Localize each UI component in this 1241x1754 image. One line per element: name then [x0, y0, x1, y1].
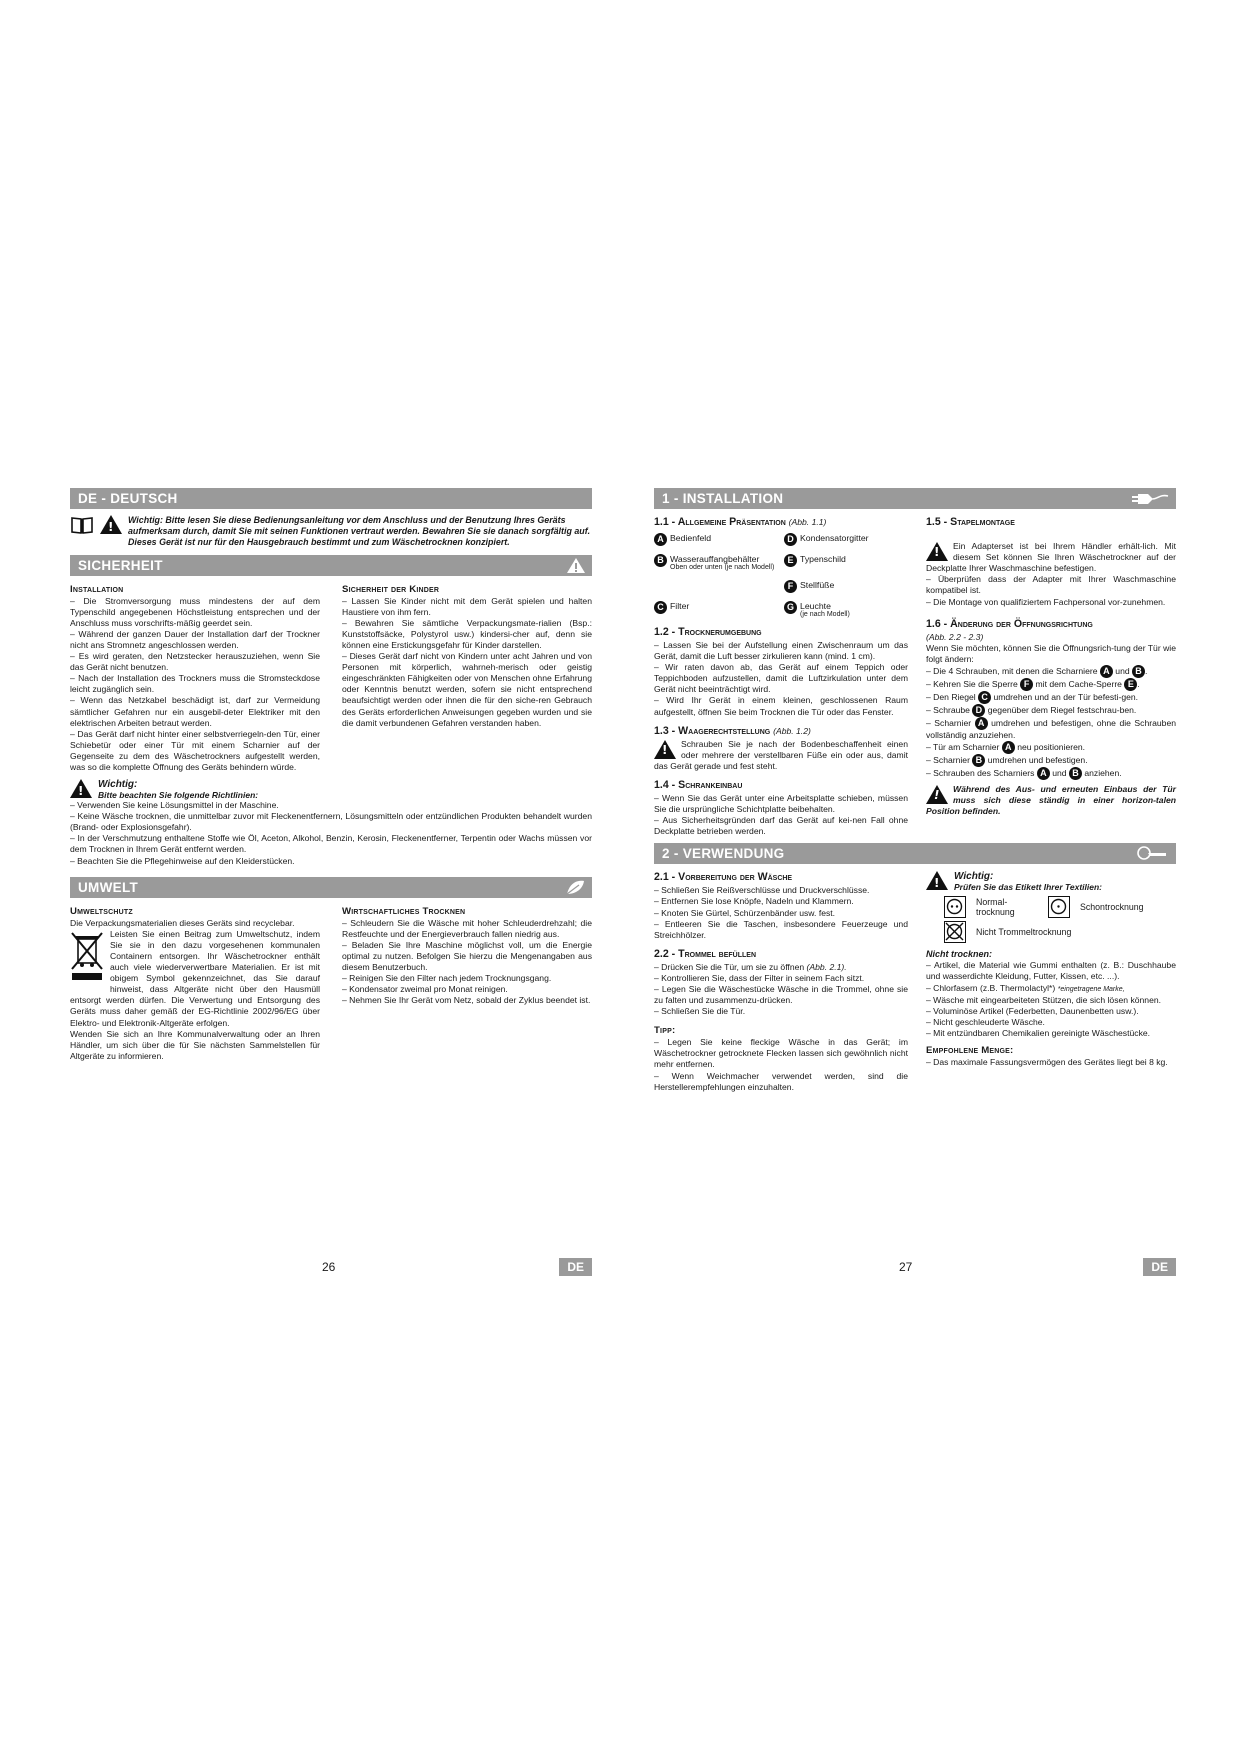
part-item: E Typenschild: [784, 554, 908, 572]
section-1-2-heading: 1.2 - Trocknerumgebung: [654, 626, 762, 638]
environment-text: Leisten Sie einen Beitrag zum Umweltschutz, indem Sie sie in den dazu vorgesehenen kommunalen Containern entsorgen. Ihr Wäschetrockner enthält auch viele wiederverwertbare Materialien. Er ist mit obigem Symbol gekennzeichnet, das Sie darauf hinweist, dass Altgeräte nicht über den Hausmüll entsorgt werden dürfen. Die Verwertung und Entsorgung des Geräts muss daher gemäß der EG-Richtlinie 2002/96/EG über Elektro- und Elektronik-Altgeräte erfolgen. Wenden Sie sich an Ihre Kommunalverwaltung oder an Ihren Händler, um sich über die für Sie nächsten Sammelstellen für Altgeräte zu informieren.: [70, 928, 320, 1061]
page-number: 26: [322, 1260, 336, 1274]
usage-column-2: [926, 869, 1176, 1092]
intro-notice: [70, 515, 592, 549]
part-item: G Leuchte (je nach Modell): [784, 601, 908, 619]
installation-column-1: [654, 514, 908, 837]
important-title: Wichtig:: [954, 871, 994, 883]
no-tumble-dry-icon: [944, 921, 966, 943]
section-title: DE - DEUTSCH: [78, 491, 178, 506]
section-1-3-text: ! Schrauben Sie je nach der Bodenbeschaffenheit einen oder mehrere der verstellbaren Füße ein oder aus, damit das Gerät gerade und fest steht.: [654, 739, 908, 772]
warning-icon: [70, 779, 92, 798]
hand-icon: [1136, 845, 1170, 868]
environment-heading: Umweltschutz: [70, 905, 133, 917]
door-warning: ! Während des Aus- und erneuten Einbaus der Tür muss sich diese ständig in einer horizon-talen Position befinden.: [926, 784, 1176, 817]
section-header-umwelt: [70, 877, 592, 898]
intro-body: Bitte lesen Sie diese Bedienungsanleitung vor dem Anschluss und der Benutzung Ihres Geräts aufmerksam durch, damit Sie mit seinen Funktionen vertraut werden. Bewahren Sie sie danach sorgfältig auf. Dieses Gerät ist nur für den Hausgebrauch bestimmt und zum Wäschetrocknen konzipiert.: [128, 515, 591, 548]
warning-icon: [654, 740, 676, 759]
section-header-deutsch: [70, 488, 592, 509]
section-2-1-text: – Schließen Sie Reißverschlüsse und Druckverschlüsse. – Entfernen Sie lose Knöpfe, Nadeln und Klammern. – Knoten Sie Gürtel, Schürzenbänder usw. fest. – Entleeren Sie die Taschen, insbesondere Feuerzeuge und Streichhölzer.: [654, 885, 908, 940]
intro-title: Wichtig:: [128, 515, 163, 525]
section-1-5-heading: 1.5 - Stapelmontage: [926, 516, 1015, 528]
normal-dry-icon: [944, 896, 966, 918]
do-not-dry-text: – Artikel, die Material wie Gummi enthalten (z. B.: Duschhaube und wasserdichte Kleidung, Futter, Kissen, etc. ...). – Chlorfasern (z.B. Thermolactyl*) *eingetragene Marke, – Wäsche mit eingearbeiteten Stützen, die sich lösen können. – Voluminöse Artikel (Federbetten, Daunenbetten usw.). – Nicht geschleuderte Wäsche. – Mit entzündbaren Chemikalien gereinigte Wäschestücke.: [926, 960, 1176, 1038]
warning-icon: [926, 871, 948, 890]
installation-text: – Die Stromversorgung muss mindestens der auf dem Typenschild angegebenen Höchstleistung entsprechen und der Anschluss muss vorschrifts-mäßig geerdet sein. – Während der ganzen Dauer der Installation darf der Trockner nicht ans Stromnetz angeschlossen werden. – Es wird geraten, den Netzstecker herauszuziehen, wenn Sie das Gerät nicht benutzen. – Nach der Installation des Trockners muss die Stromsteckdose leicht zugänglich sein. – Wenn das Netzkabel beschädigt ist, darf zur Vermeidung sämtlicher Gefahren nur ein ausgebil-deter Elektriker mit den elektrischen Arbeiten betraut werden. – Das Gerät darf nicht hinter einer selbstverriegeln-den Tür, einer Schiebetür oder einer Tür mit einem Scharnier auf der Gegenseite zu dem des Wäschetrockners aufgestellt werden, was so die komplette Öffnung des Geräts behindern würde.: [70, 595, 320, 773]
recommended-load-text: – Das maximale Fassungsvermögen des Gerätes liegt bei 8 kg.: [926, 1056, 1168, 1067]
section-1-4-text: – Wenn Sie das Gerät unter eine Arbeitsplatte schieben, müssen Sie die ursprüngliche Schichtplatte beibehalten. – Aus Sicherheitsgründen darf das Gerät auf kei-nen Fall ohne Deckplatte betrieben werden.: [654, 792, 908, 837]
installation-column-2: [926, 514, 1176, 837]
section-header-sicherheit: [70, 555, 592, 576]
leaf-icon: [564, 879, 586, 902]
do-not-dry-heading: Nicht trocknen:: [926, 949, 993, 960]
section-1-6-heading: 1.6 - Änderung der Öffnungsrichtung: [926, 617, 1093, 630]
care-symbols: [944, 896, 1176, 943]
book-icon: [70, 515, 94, 540]
eco-drying-text: – Schleudern Sie die Wäsche mit hoher Schleuderdrehzahl; die Restfeuchte und der Energieverbrauch fallen niedrig aus. – Beladen Sie Ihre Maschine möglichst voll, um die Energie optimal zu nutzen. Befolgen Sie hierzu die Mengenangaben aus diesem Benutzerbuch. – Reinigen Sie den Filter nach jedem Trocknungsgang. – Kondensator zweimal pro Monat reinigen. – Nehmen Sie Ihr Gerät vom Netz, sobald der Zyklus beendet ist.: [342, 917, 592, 1006]
gentle-dry-icon: [1048, 896, 1070, 918]
installation-heading: Installation: [70, 583, 124, 595]
language-badge: DE: [559, 1258, 592, 1276]
section-2-1-heading: 2.1 - Vorbereitung der Wäsche: [654, 871, 793, 884]
section-1-4-heading: 1.4 - Schrankeinbau: [654, 778, 743, 791]
section-title: 2 - VERWENDUNG: [662, 846, 785, 862]
right-page: [654, 488, 1177, 1274]
gentle-dry-label: Schontrocknung: [1080, 902, 1144, 913]
page-number: 27: [899, 1260, 913, 1274]
section-2-2-heading: 2.2 - Trommel befüllen: [654, 947, 756, 960]
important-text: – Verwenden Sie keine Lösungsmittel in der Maschine. – Keine Wäsche trocknen, die unmittelbar zuvor mit Fleckenentfernern, Lösungsmitteln oder entzündlichen Produkten behandelt wurden (Brand- oder Explosionsgefahr). – In der Verschmutzung enthaltene Stoffe wie Öl, Aceton, Alkohol, Benzin, Kerosin, Fleckenentferner, Terpentin oder Wachs müssen vor dem Trocknen in Ihrem Gerät entfernt werden. – Beachten Sie die Pflegehinweise auf den Kleiderstücken.: [70, 800, 592, 866]
important-title: Wichtig:: [98, 779, 138, 791]
part-item: D Kondensatorgitter: [784, 533, 908, 546]
language-badge: DE: [1143, 1258, 1176, 1276]
tip-heading: Tipp:: [654, 1025, 676, 1037]
section-header-verwendung: [654, 843, 1176, 864]
child-safety-heading: Sicherheit der Kinder: [342, 583, 440, 595]
page-footer: [70, 1258, 592, 1276]
page-footer: [654, 1258, 1176, 1276]
environment-intro: Die Verpackungsmaterialien dieses Geräts sind recyclebar.: [70, 917, 295, 928]
section-title: 1 - INSTALLATION: [662, 491, 784, 506]
section-1-2-text: – Lassen Sie bei der Aufstellung einen Zwischenraum um das Gerät, damit die Luft besser zirkulieren kann (mind. 1 cm). – Wir raten davon ab, das Gerät auf einem Teppich oder Teppichboden aufzustellen, damit die Luftzirkulation unter dem Gerät nicht beeinträchtigt wird. – Wird Ihr Gerät in einem kleinen, geschlossenen Raum aufgestellt, öffnen Sie beim Trocknen die Tür oder das Fenster.: [654, 640, 908, 717]
important-subtitle: Bitte beachten Sie folgende Richtlinien:: [98, 790, 259, 801]
section-1-5-text: ! Ein Adapterset ist bei Ihrem Händler erhält-lich. Mit diesem Set können Sie Ihren Wäschetrockner auf der Deckplatte Ihrer Waschmaschine befestigen. – Überprüfen dass der Adapter mit Ihrer Waschmaschine kompatibel ist. – Die Montage von qualifiziertem Fachpersonal vor-zunehmen.: [926, 530, 1176, 608]
left-page: [70, 488, 592, 1274]
part-item: B Wasserauffangbehälter Oben oder unten (je nach Modell): [654, 554, 778, 572]
child-safety-text: – Lassen Sie Kinder nicht mit dem Gerät spielen und halten Haustiere von ihm fern. – Bewahren Sie sämtliche Verpackungsmate-rialien (Bsp.: Kunststoffsäcke, Polystyrol usw.) kindersi-cher auf, denn sie können eine Erstickungsgefahr für Kinder darstellen. – Dieses Gerät darf nicht von Kindern unter acht Jahren und von Personen mit körperlich, wahrneh-merisch oder geistig eingeschränkten Fähigkeiten oder von Menschen ohne Erfahrung oder Kenntnis benutzt werden, sofern sie nicht entsprechend beaufsichtigt werden oder ihnen die für den siche-ren Gebrauch des Geräts erforderlichen Anweisungen gegeben wurden und sie die damit verbundenen Gefahren verstanden haben.: [342, 595, 592, 728]
section-1-3-heading: 1.3 - Waagerechtstellung (Abb. 1.2): [654, 724, 811, 737]
normal-dry-label: Normal-trocknung: [976, 897, 1015, 918]
section-header-installation: [654, 488, 1176, 509]
section-1-1-heading: 1.1 - Allgemeine Präsentation (Abb. 1.1): [654, 516, 827, 528]
no-tumble-dry-label: Nicht Trommeltrocknung: [976, 927, 1072, 938]
part-item: F Stellfüße: [784, 580, 908, 593]
part-item: A Bedienfeld: [654, 533, 778, 546]
section-2-2-text: – Drücken Sie die Tür, um sie zu öffnen (Abb. 2.1). – Kontrollieren Sie, dass der Filter in seinem Fach sitzt. – Legen Sie die Wäschestücke Wäsche in die Trommel, ohne sie zu falten und zusammenzu-drücken. – Schließen Sie die Tür.: [654, 961, 908, 1017]
warning-icon: [566, 557, 586, 580]
plug-icon: [1130, 490, 1170, 513]
usage-important-notice: [926, 871, 1176, 892]
warning-icon: [100, 515, 122, 534]
parts-list: [654, 533, 908, 619]
important-subtitle: Prüfen Sie das Etikett Ihrer Textilien:: [954, 882, 1103, 893]
section-title: UMWELT: [78, 879, 139, 895]
warning-icon: [926, 785, 948, 804]
part-item: C Filter: [654, 601, 778, 619]
weee-bin-icon: [70, 931, 104, 988]
tip-text: – Legen Sie keine fleckige Wäsche in das Gerät; im Wäschetrockner getrocknete Flecken lassen sich gewöhnlich nicht mehr entfernen. – Wenn Weichmacher verwendet werden, sind die Herstellerempfehlungen einzuhalten.: [654, 1037, 908, 1092]
warning-icon: [926, 542, 948, 561]
recommended-load-heading: Empfohlene Menge:: [926, 1044, 1014, 1056]
usage-column-1: [654, 869, 908, 1092]
safety-important-notice: [70, 779, 592, 800]
intro-text: [128, 515, 592, 549]
section-title: SICHERHEIT: [78, 557, 163, 573]
eco-drying-heading: Wirtschaftliches Trocknen: [342, 905, 466, 917]
section-1-6-body: (Abb. 2.2 - 2.3) Wenn Sie möchten, können Sie die Öffnungsrich-tung der Tür wie folgt ändern: – Die 4 Schrauben, mit denen die Scharniere A und B . – Kehren Sie die Sperre F mit dem Cache-Sperre E . – Den Riegel C umdrehen und an der Tür befesti-gen. – Schraube D gegenüber dem Riegel festschrau-ben. – Scharnier A umdrehen und befestigen, ohne die Schrauben vollständig anzuziehen. – Tür am Scharnier A neu positionieren. – Scharnier B umdrehen und befestigen. – Schrauben des Scharniers A und B anziehen.: [926, 631, 1177, 779]
